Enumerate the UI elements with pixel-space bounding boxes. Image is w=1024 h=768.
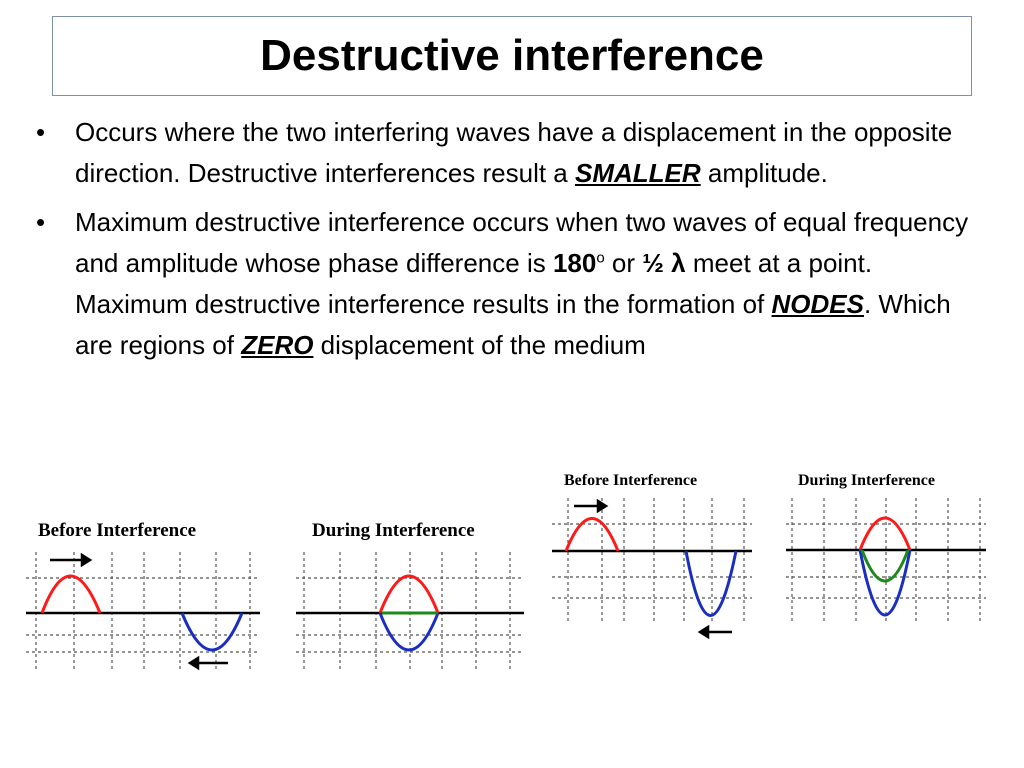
bullet-item-2 <box>36 202 976 366</box>
figure-before-1 <box>26 520 264 680</box>
bullet-2-text-c: meet at a point. Maximum destructive interference results in the formation of <box>75 248 873 319</box>
right-arrow-icon <box>574 501 606 511</box>
bullet-1-em-smaller: SMALLER <box>575 158 701 188</box>
resultant-wave-green <box>862 550 908 581</box>
figure-title: During Interference <box>312 520 475 541</box>
figure-title: Before Interference <box>38 520 197 541</box>
bullet-2-em-zero: ZERO <box>241 330 314 360</box>
grid <box>296 552 524 670</box>
wave-crest-red <box>860 518 910 550</box>
bullet-2-half-lambda: ½ λ <box>642 248 686 278</box>
bullet-glyph: • <box>36 117 46 147</box>
wave-crest-red <box>566 519 618 552</box>
wave-diagram-during-1 <box>296 520 526 680</box>
bullet-1-text-b: amplitude. <box>700 158 828 188</box>
right-arrow-icon <box>50 555 90 565</box>
figure-title: During Interference <box>798 472 935 489</box>
left-arrow-icon <box>190 658 228 668</box>
wave-crest-red <box>380 576 438 613</box>
figure-before-2 <box>552 472 757 652</box>
bullet-1-text-a: Occurs where the two interfering waves have a displacement in the opposite direction. Destructive interferences result a <box>75 117 953 188</box>
bullet-2-text-d: . Which are regions of <box>75 289 951 360</box>
grid <box>26 552 260 670</box>
bullet-2-text-e: displacement of the medium <box>313 330 646 360</box>
title-box <box>52 16 972 96</box>
arrow-head <box>598 501 606 511</box>
bullet-item-1 <box>36 112 976 194</box>
bullet-glyph: • <box>36 207 46 237</box>
bullet-2-text-a: Maximum destructive interference occurs when two waves of equal frequency and amplitude whose phase difference is <box>75 207 969 278</box>
arrow-head <box>190 658 198 668</box>
figure-during-2 <box>786 472 991 632</box>
figure-title: Before Interference <box>564 472 698 489</box>
wave-trough-blue <box>686 551 736 616</box>
bullet-2-text-b: or <box>604 248 643 278</box>
figure-during-1 <box>296 520 526 680</box>
wave-diagram-before-1 <box>26 520 264 680</box>
wave-crest-red <box>42 576 100 613</box>
bullet-list <box>36 112 976 374</box>
wave-diagram-before-2 <box>552 472 757 652</box>
wave-trough-blue <box>380 613 438 650</box>
slide-title: Destructive interference <box>260 31 764 80</box>
bullet-2-phase-value: 180 <box>552 248 597 278</box>
arrow-head <box>82 555 90 565</box>
degree-superscript: o <box>596 249 605 267</box>
bullet-2-em-nodes: NODES <box>771 289 864 319</box>
wave-trough-blue <box>182 613 242 650</box>
wave-diagram-during-2 <box>786 472 991 632</box>
arrow-head <box>700 627 708 637</box>
left-arrow-icon <box>700 627 732 637</box>
